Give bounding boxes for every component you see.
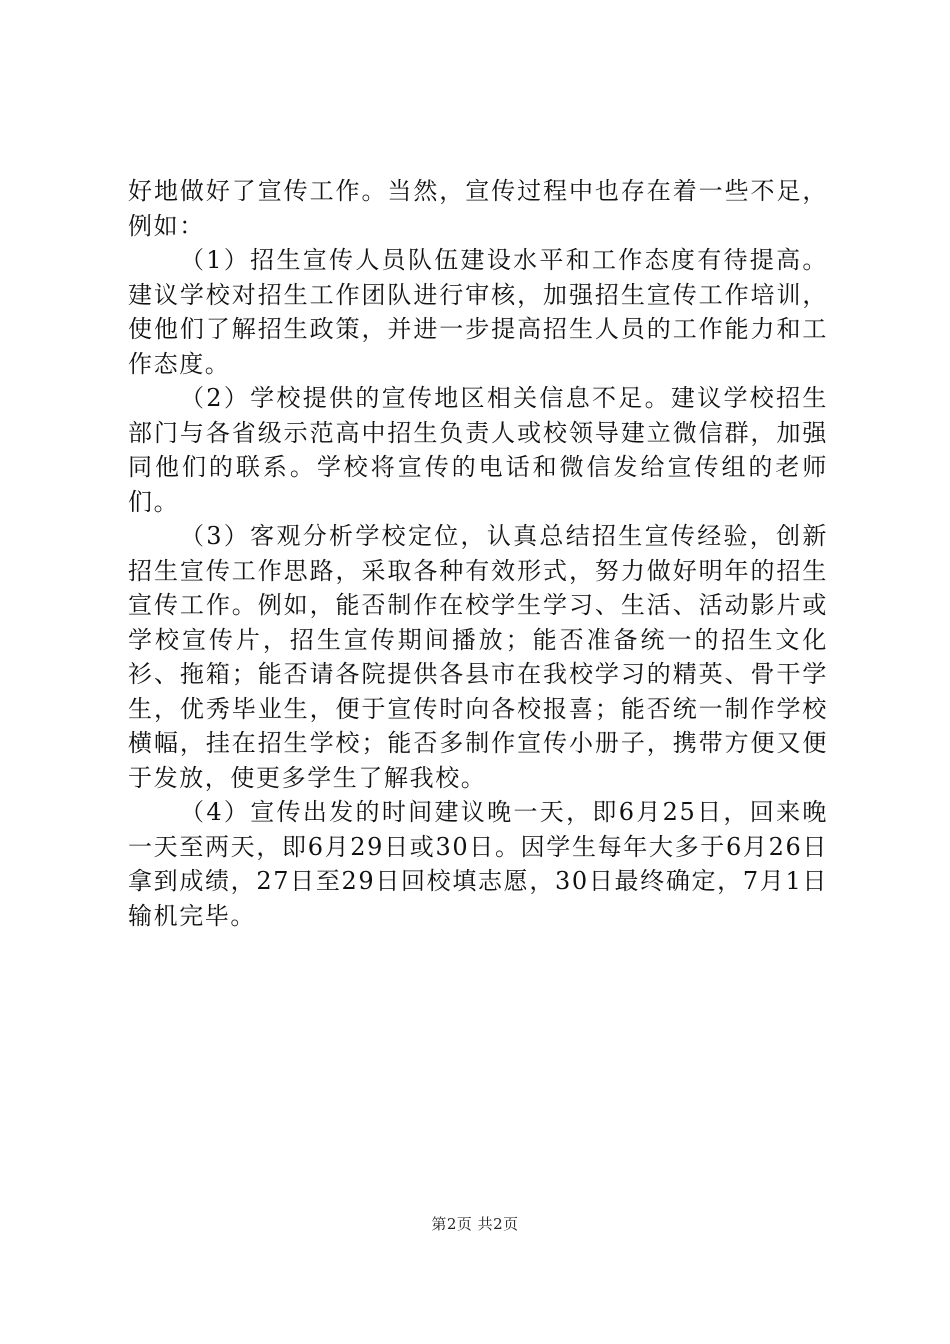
paragraph-item-2: （2）学校提供的宣传地区相关信息不足。建议学校招生部门与各省级示范高中招生负责人或校领导建立微信群，加强同他们的联系。学校将宣传的电话和微信发给宣传组的老师们。 [128, 384, 828, 516]
document-body [128, 174, 828, 933]
page-footer [0, 1213, 950, 1234]
paragraph-item-3: （3）客观分析学校定位，认真总结招生宣传经验，创新招生宣传工作思路，采取各种有效形式，努力做好明年的招生宣传工作。例如，能否制作在校学生学习、生活、活动影片或学校宣传片，招生宣传期间播放；能否准备统一的招生文化衫、拖箱；能否请各院提供各县市在我校学习的精英、骨干学生，优秀毕业生，便于宣传时向各校报喜；能否统一制作学校横幅，挂在招生学校；能否多制作宣传小册子，携带方便又便于发放，使更多学生了解我校。 [128, 522, 828, 792]
page-number-label: 第2页 共2页 [431, 1215, 519, 1233]
paragraph-continuation: 好地做好了宣传工作。当然，宣传过程中也存在着一些不足，例如： [128, 177, 828, 240]
paragraph-item-1: （1）招生宣传人员队伍建设水平和工作态度有待提高。建议学校对招生工作团队进行审核，加强招生宣传工作培训，使他们了解招生政策，并进一步提高招生人员的工作能力和工作态度。 [128, 246, 828, 378]
paragraph-item-4: （4）宣传出发的时间建议晚一天，即6月25日，回来晚一天至两天，即6月29日或30日。因学生每年大多于6月26日拿到成绩，27日至29日回校填志愿，30日最终确定，7月1日输机完毕。 [128, 798, 828, 930]
